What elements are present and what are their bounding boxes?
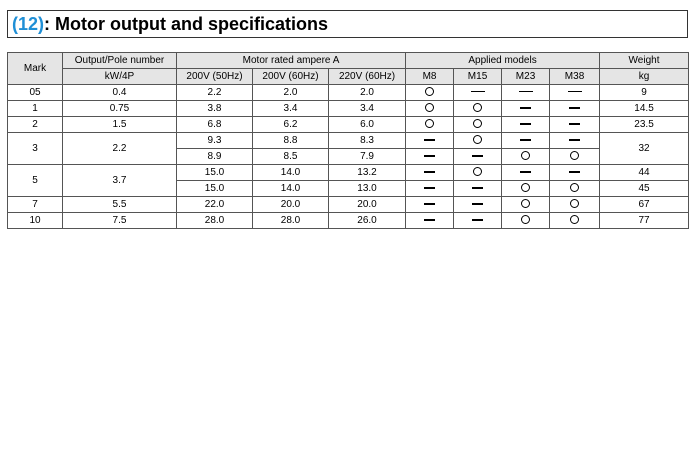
circle-icon (473, 167, 482, 176)
dash-icon (472, 219, 483, 221)
model-m38-cell (550, 165, 600, 181)
output-cell: 0.75 (63, 101, 177, 117)
circle-icon (473, 103, 482, 112)
table-row (8, 213, 689, 229)
dash-icon (569, 123, 580, 125)
mark-cell: 3 (8, 133, 63, 165)
mark-cell: 2 (8, 117, 63, 133)
dash-icon (472, 155, 483, 157)
model-m8-cell (406, 149, 454, 165)
output-cell: 2.2 (63, 133, 177, 165)
mark-cell: 7 (8, 197, 63, 213)
ampere-200v-50hz-cell: 6.8 (177, 117, 253, 133)
model-m8-cell (406, 181, 454, 197)
table-row (8, 117, 689, 133)
header-output: Output/Pole number (63, 53, 177, 69)
table-row (8, 85, 689, 101)
ampere-200v-60hz-cell: 8.5 (253, 149, 329, 165)
circle-icon (473, 119, 482, 128)
ampere-200v-50hz-cell: 15.0 (177, 165, 253, 181)
model-m23-cell (502, 213, 550, 229)
model-m38-cell (550, 133, 600, 149)
ampere-200v-60hz-cell: 20.0 (253, 197, 329, 213)
model-m8-cell (406, 85, 454, 101)
circle-icon (521, 183, 530, 192)
model-m8-cell (406, 165, 454, 181)
circle-icon (570, 199, 579, 208)
circle-icon (521, 215, 530, 224)
dash-icon (471, 91, 485, 92)
ampere-200v-50hz-cell: 15.0 (177, 181, 253, 197)
circle-icon (570, 151, 579, 160)
dash-icon (424, 203, 435, 205)
model-m38-cell (550, 197, 600, 213)
model-m38-cell (550, 149, 600, 165)
dash-icon (569, 139, 580, 141)
header-output-unit: kW/4P (63, 69, 177, 85)
dash-icon (569, 171, 580, 173)
model-m15-cell (454, 133, 502, 149)
model-m15-cell (454, 85, 502, 101)
dash-icon (568, 91, 582, 92)
model-m15-cell (454, 213, 502, 229)
header-model-m8: M8 (406, 69, 454, 85)
model-m15-cell (454, 181, 502, 197)
dash-icon (424, 155, 435, 157)
output-cell: 3.7 (63, 165, 177, 197)
circle-icon (425, 119, 434, 128)
ampere-220v-60hz-cell: 13.0 (329, 181, 406, 197)
dash-icon (424, 139, 435, 141)
circle-icon (570, 215, 579, 224)
model-m15-cell (454, 149, 502, 165)
header-ampere-200v-60hz: 200V (60Hz) (253, 69, 329, 85)
circle-icon (570, 183, 579, 192)
header-weight-unit: kg (600, 69, 689, 85)
weight-cell: 44 (600, 165, 689, 181)
dash-icon (472, 203, 483, 205)
model-m23-cell (502, 117, 550, 133)
dash-icon (424, 171, 435, 173)
circle-icon (521, 151, 530, 160)
ampere-220v-60hz-cell: 3.4 (329, 101, 406, 117)
dash-icon (424, 219, 435, 221)
model-m15-cell (454, 117, 502, 133)
model-m8-cell (406, 213, 454, 229)
ampere-200v-60hz-cell: 14.0 (253, 165, 329, 181)
model-m23-cell (502, 181, 550, 197)
dash-icon (519, 91, 533, 92)
weight-cell: 23.5 (600, 117, 689, 133)
dash-icon (520, 171, 531, 173)
circle-icon (473, 135, 482, 144)
weight-cell: 77 (600, 213, 689, 229)
ampere-220v-60hz-cell: 2.0 (329, 85, 406, 101)
section-title (7, 10, 688, 38)
ampere-200v-60hz-cell: 8.8 (253, 133, 329, 149)
header-model-m38: M38 (550, 69, 600, 85)
weight-cell: 67 (600, 197, 689, 213)
weight-cell: 32 (600, 133, 689, 165)
ampere-200v-50hz-cell: 28.0 (177, 213, 253, 229)
ampere-200v-60hz-cell: 28.0 (253, 213, 329, 229)
output-cell: 5.5 (63, 197, 177, 213)
circle-icon (425, 103, 434, 112)
spec-table (7, 52, 689, 229)
model-m23-cell (502, 85, 550, 101)
model-m8-cell (406, 133, 454, 149)
dash-icon (520, 107, 531, 109)
section-title-text: : Motor output and specifications (44, 13, 329, 34)
ampere-200v-50hz-cell: 3.8 (177, 101, 253, 117)
model-m15-cell (454, 101, 502, 117)
model-m23-cell (502, 101, 550, 117)
ampere-220v-60hz-cell: 6.0 (329, 117, 406, 133)
dash-icon (569, 107, 580, 109)
ampere-200v-50hz-cell: 8.9 (177, 149, 253, 165)
ampere-200v-50hz-cell: 9.3 (177, 133, 253, 149)
header-models-group: Applied models (406, 53, 600, 69)
model-m8-cell (406, 117, 454, 133)
model-m23-cell (502, 197, 550, 213)
dash-icon (520, 139, 531, 141)
table-row (8, 165, 689, 181)
output-cell: 0.4 (63, 85, 177, 101)
ampere-220v-60hz-cell: 13.2 (329, 165, 406, 181)
circle-icon (425, 87, 434, 96)
table-row (8, 197, 689, 213)
output-cell: 7.5 (63, 213, 177, 229)
section-number: (12) (12, 13, 45, 34)
model-m23-cell (502, 165, 550, 181)
model-m23-cell (502, 149, 550, 165)
model-m15-cell (454, 165, 502, 181)
weight-cell: 14.5 (600, 101, 689, 117)
weight-cell: 45 (600, 181, 689, 197)
header-model-m23: M23 (502, 69, 550, 85)
header-ampere-200v-50hz: 200V (50Hz) (177, 69, 253, 85)
header-mark: Mark (8, 53, 63, 85)
mark-cell: 5 (8, 165, 63, 197)
dash-icon (472, 187, 483, 189)
model-m38-cell (550, 181, 600, 197)
header-ampere-220v-60hz: 220V (60Hz) (329, 69, 406, 85)
ampere-200v-50hz-cell: 2.2 (177, 85, 253, 101)
ampere-200v-60hz-cell: 6.2 (253, 117, 329, 133)
ampere-220v-60hz-cell: 7.9 (329, 149, 406, 165)
ampere-220v-60hz-cell: 20.0 (329, 197, 406, 213)
model-m23-cell (502, 133, 550, 149)
header-weight: Weight (600, 53, 689, 69)
model-m15-cell (454, 197, 502, 213)
model-m38-cell (550, 213, 600, 229)
model-m8-cell (406, 101, 454, 117)
model-m8-cell (406, 197, 454, 213)
ampere-200v-60hz-cell: 14.0 (253, 181, 329, 197)
ampere-200v-60hz-cell: 3.4 (253, 101, 329, 117)
ampere-200v-50hz-cell: 22.0 (177, 197, 253, 213)
mark-cell: 05 (8, 85, 63, 101)
header-ampere-group: Motor rated ampere A (177, 53, 406, 69)
model-m38-cell (550, 117, 600, 133)
weight-cell: 9 (600, 85, 689, 101)
dash-icon (424, 187, 435, 189)
dash-icon (520, 123, 531, 125)
ampere-220v-60hz-cell: 26.0 (329, 213, 406, 229)
ampere-200v-60hz-cell: 2.0 (253, 85, 329, 101)
table-row (8, 101, 689, 117)
header-model-m15: M15 (454, 69, 502, 85)
model-m38-cell (550, 85, 600, 101)
output-cell: 1.5 (63, 117, 177, 133)
model-m38-cell (550, 101, 600, 117)
mark-cell: 10 (8, 213, 63, 229)
table-row (8, 133, 689, 149)
mark-cell: 1 (8, 101, 63, 117)
ampere-220v-60hz-cell: 8.3 (329, 133, 406, 149)
circle-icon (521, 199, 530, 208)
